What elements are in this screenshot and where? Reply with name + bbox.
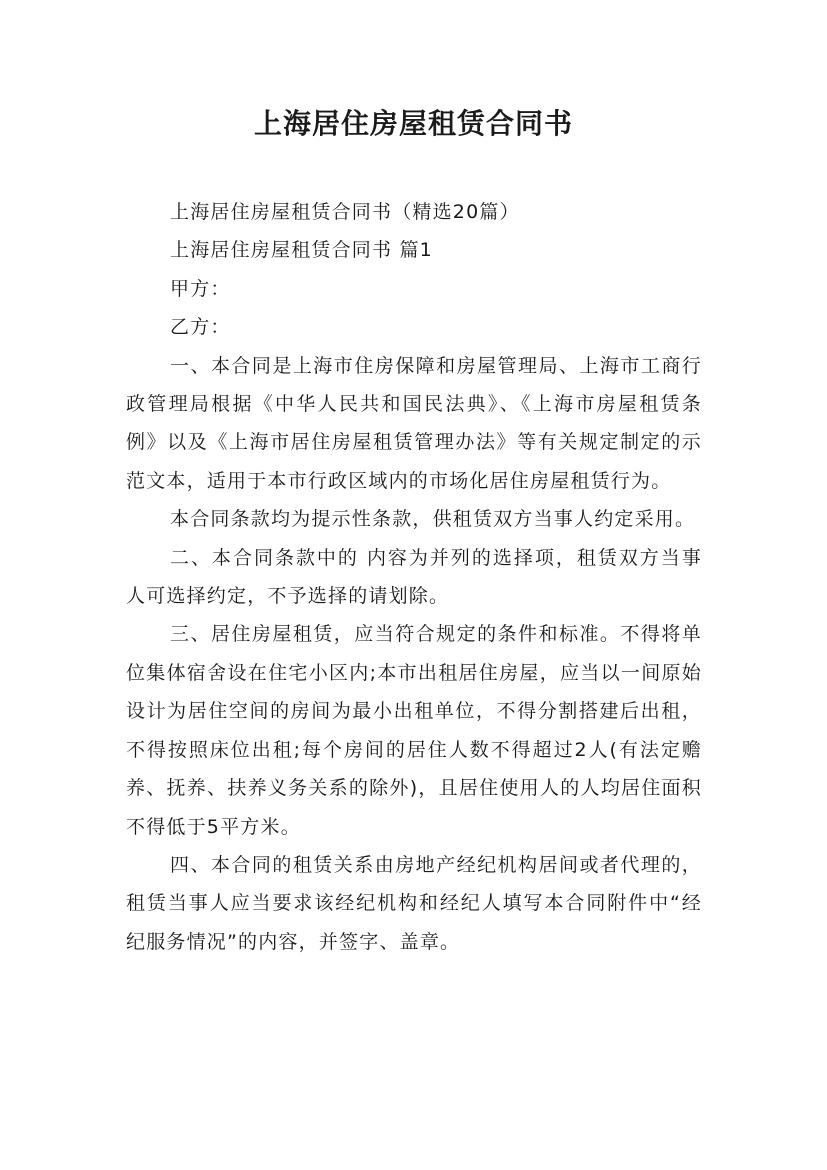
paragraph-clause-3: 三、居住房屋租赁，应当符合规定的条件和标准。不得将单位集体宿舍设在住宅小区内;本市出租居住房屋，应当以一间原始设计为居住空间的房间为最小出租单位，不得分割搭建后出租，不得按照床位出租;每个房间的居住人数不得超过2人(有法定赡养、抚养、扶养义务关系的除外)，且居住使用人的人均居住面积不得低于5平方米。	[126, 623, 702, 838]
paragraph-section-heading: 上海居住房屋租赁合同书 篇1	[170, 239, 433, 262]
paragraph-party-b: 乙方：	[170, 316, 231, 339]
document-title: 上海居住房屋租赁合同书	[253, 107, 573, 140]
document-body	[126, 193, 702, 961]
paragraph-party-a: 甲方：	[170, 277, 231, 300]
paragraph-clause-2: 二、本合同条款中的 内容为并列的选择项，租赁双方当事人可选择约定，不予选择的请划除。	[126, 546, 702, 608]
paragraph-subtitle: 上海居住房屋租赁合同书（精选20篇）	[170, 201, 520, 223]
paragraph-clause-note: 本合同条款均为提示性条款，供租赁双方当事人约定采用。	[170, 508, 696, 531]
paragraph-clause-1: 一、本合同是上海市住房保障和房屋管理局、上海市工商行政管理局根据《中华人民共和国民法典》、《上海市房屋租赁条例》以及《上海市居住房屋租赁管理办法》等有关规定制定的示范文本，适用于本市行政区域内的市场化居住房屋租赁行为。	[126, 354, 702, 492]
paragraph-clause-4: 四、本合同的租赁关系由房地产经纪机构居间或者代理的，租赁当事人应当要求该经纪机构和经纪人填写本合同附件中“经纪服务情况”的内容，并签字、盖章。	[126, 853, 702, 953]
